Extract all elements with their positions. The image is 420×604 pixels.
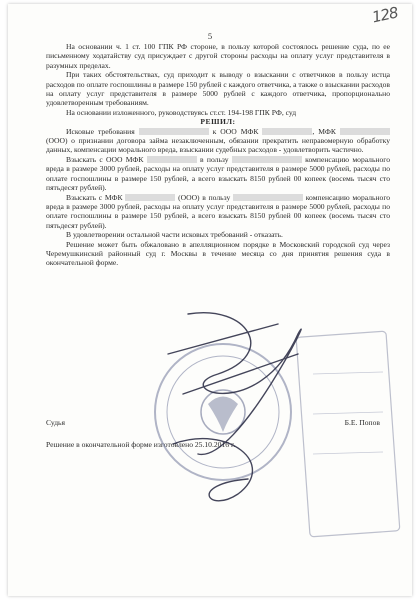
paragraph-legal-basis: На основании ч. 1 ст. 100 ГПК РФ стороне, в пользу которой состоялось решение суда, по ее письменному ходатайству суд присуждает с другой стороны расходы на оплату услуг представителя в разумных пределах. (46, 42, 390, 70)
claims-text-d: (ООО) о признании договора займа незаключенным, обязании прекратить неправомерную обработку данных, компенсации морального вреда, взыскании судебных расходов - удовлетворить частично. (46, 136, 390, 155)
redacted-name (147, 156, 197, 163)
judge-label: Судья (46, 418, 66, 427)
redacted-name (139, 128, 209, 135)
document-page (8, 4, 412, 596)
award1-text-b: в пользу (200, 154, 229, 164)
judge-name: Б.Е. Попов (344, 418, 380, 427)
redacted-name (262, 128, 312, 135)
redacted-name (233, 194, 303, 201)
award2-text-a: Взыскать с МФК (66, 192, 123, 202)
award2-text-b: (ООО) в пользу (178, 192, 231, 202)
paragraph-grounds: На основании изложенного, руководствуясь ст.ст. 194-198 ГПК РФ, суд (66, 107, 297, 117)
page-number: 5 (207, 31, 213, 41)
handwritten-page-number: 128 (370, 3, 400, 27)
decision-body (46, 42, 390, 268)
award1-text-c: компенсацию морального вреда в размере 3000 рублей, расходы на оплату услуг представителя в размере 5000 рублей, расходы по оплате госпошлины в размере 150 рублей, а всего взыскать 8150 рублей 00 копеек (восемь тысяч сто пятьдесят рублей). (46, 154, 391, 193)
redacted-name (232, 156, 302, 163)
paragraph-award-1 (46, 155, 390, 193)
paragraph-denial: В удовлетворении остальной части исковых требований - отказать. (66, 230, 283, 240)
paragraph-conclusion: При таких обстоятельствах, суд приходит к выводу о взыскании с ответчиков в пользу истца расходов по оплате госпошлины в размере 150 рублей с каждого ответчика, а также о взыскании расходов на оплату услуг представителя в размере 5000 рублей с каждого ответчика, пропорционально удовлетворенным требованиям. (46, 70, 390, 108)
paragraph-claims (46, 127, 390, 155)
award2-text-c: компенсацию морального вреда в размере 3000 рублей, расходы на оплату услуг представителя в размере 5000 рублей, расходы по оплате госпошлины в размере 150 рублей, а всего взыскать 8150 рублей 00 копеек (восемь тысяч сто пятьдесят рублей). (46, 192, 391, 230)
paragraph-appeal: Решение может быть обжаловано в апелляционном порядке в Московский городской суд через Черемушкинский районный суд г. Москвы в течение месяца со дня принятия решения суда в окончательной форме. (46, 239, 390, 268)
claims-text-b: к ООО МФК (212, 126, 259, 136)
final-form-note: Решение в окончательной форме изготовлено 25.10.2016 г. (46, 440, 236, 449)
redacted-name (125, 194, 175, 201)
award1-text-a: Взыскать с ООО МФК (66, 154, 144, 164)
resolved-heading: РЕШИЛ: (200, 117, 236, 127)
claims-text-a: Исковые требования (66, 126, 135, 136)
redacted-name (340, 128, 390, 135)
claims-text-c: , МФК (312, 126, 336, 136)
court-seal-and-signature (128, 294, 420, 604)
paragraph-award-2 (46, 193, 390, 231)
